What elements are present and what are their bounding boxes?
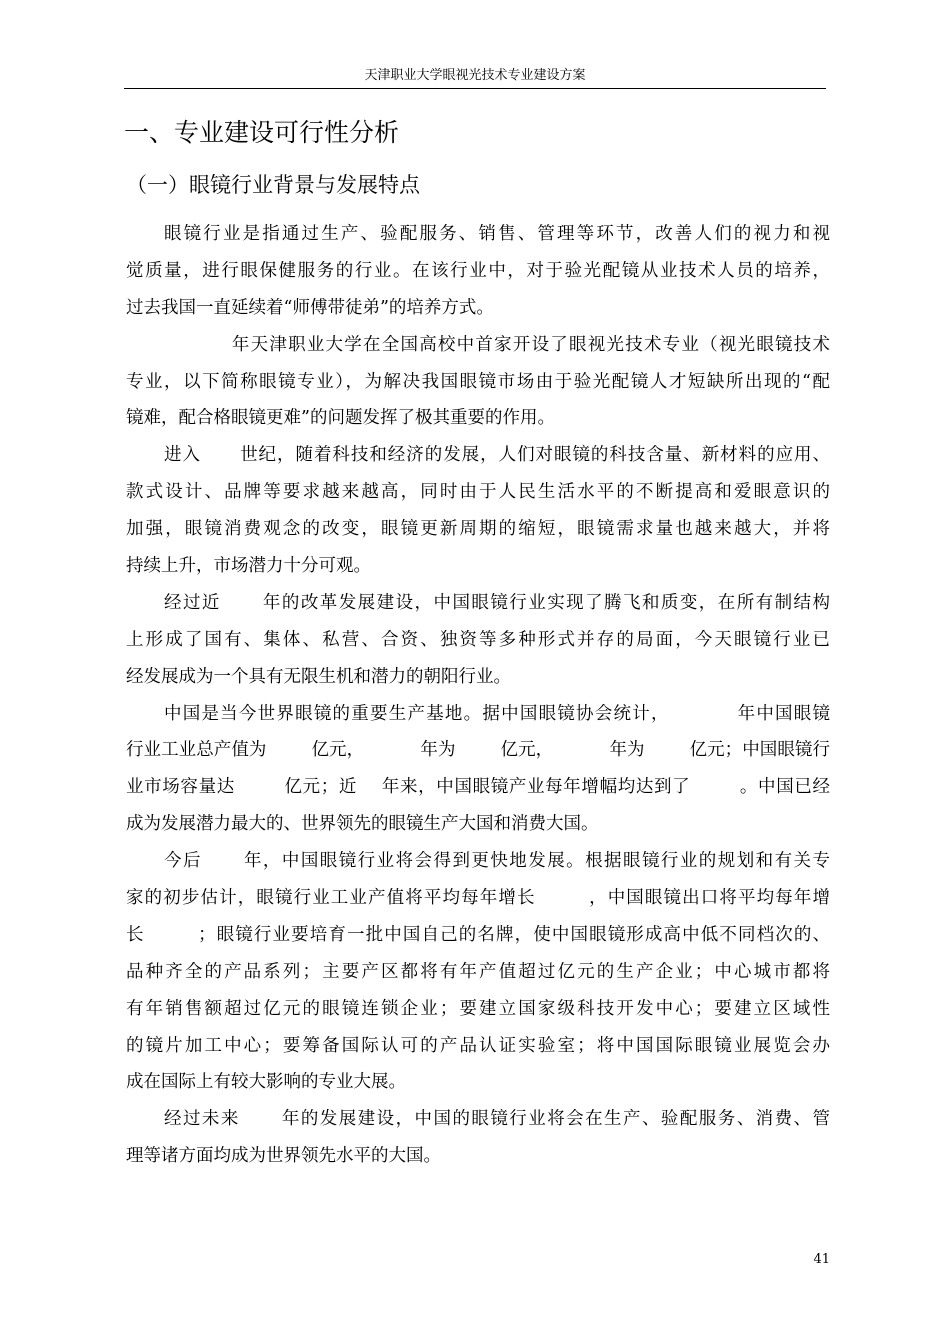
paragraph-line: 经过未来 年的发展建设，中国的眼镜行业将会在生产、验配服务、消费、管 [164,1109,830,1130]
page-number: 41 [813,1252,830,1267]
paragraph-line: 觉质量，进行眼保健服务的行业。在该行业中，对于验光配镜从业技术人员的培养， [126,260,830,281]
paragraph-line: 经过近 年的改革发展建设，中国眼镜行业实现了腾飞和质变，在所有制结构 [164,592,830,613]
paragraph [126,696,830,844]
paragraph [126,216,830,327]
paragraph-line: 成在国际上有较大影响的专业大展。 [126,1072,406,1093]
subsection-heading: （一）眼镜行业背景与发展特点 [126,173,420,197]
paragraph-line: 长 ；眼镜行业要培育一批中国自己的名牌，使中国眼镜形成高中低不同档次的、 [126,924,830,945]
paragraph [126,437,830,585]
paragraph-line: 持续上升，市场潜力十分可观。 [126,556,371,577]
paragraph-line: 上形成了国有、集体、私营、合资、独资等多种形式并存的局面，今天眼镜行业已 [126,629,830,650]
paragraph [126,327,830,438]
body-text [126,216,830,1175]
running-header-title: 天津职业大学眼视光技术专业建设方案 [364,68,586,83]
paragraph-line: 款式设计、品牌等要求越来越高，同时由于人民生活水平的不断提高和爱眼意识的 [126,482,830,503]
paragraph-line: 今后 年，中国眼镜行业将会得到更快地发展。根据眼镜行业的规划和有关专 [164,851,830,872]
paragraph-line: 眼镜行业是指通过生产、验配服务、销售、管理等环节，改善人们的视力和视 [164,224,830,244]
paragraph-line: 行业工业总产值为 亿元， 年为 亿元， 年为 亿元；中国眼镜行 [126,740,830,761]
paragraph-line: 过去我国一直延续着“师傅带徒弟”的培养方式。 [126,297,494,318]
paragraph-line: 家的初步估计，眼镜行业工业产值将平均每年增长 ，中国眼镜出口将平均每年增 [126,888,830,909]
paragraph [126,843,830,1101]
paragraph [126,585,830,696]
paragraph-line: 专业，以下简称眼镜专业），为解决我国眼镜市场由于验光配镜人才短缺所出现的“配 [126,371,830,392]
paragraph-line: 镜难，配合格眼镜更难”的问题发挥了极其重要的作用。 [126,408,555,429]
paragraph-line: 经发展成为一个具有无限生机和潜力的朝阳行业。 [126,666,511,687]
paragraph-line: 年天津职业大学在全国高校中首家开设了眼视光技术专业（视光眼镜技术 [164,334,830,355]
paragraph-line: 理等诸方面均成为世界领先水平的大国。 [126,1146,441,1167]
paragraph-line: 有年销售额超过亿元的眼镜连锁企业；要建立国家级科技开发中心；要建立区域性 [126,998,830,1019]
running-header [124,66,826,89]
paragraph-line: 中国是当今世界眼镜的重要生产基地。据中国眼镜协会统计， 年中国眼镜 [164,703,830,724]
paragraph-line: 进入 世纪，随着科技和经济的发展，人们对眼镜的科技含量、新材料的应用、 [164,445,830,466]
paragraph-line: 加强，眼镜消费观念的改变，眼镜更新周期的缩短，眼镜需求量也越来越大，并将 [126,519,830,540]
section-heading: 一、专业建设可行性分析 [124,118,400,147]
paragraph-line: 成为发展潜力最大的、世界领先的眼镜生产大国和消费大国。 [126,814,599,835]
paragraph-line: 业市场容量达 亿元；近 年来，中国眼镜产业每年增幅均达到了 。中国已经 [126,777,830,798]
paragraph-line: 的镜片加工中心；要筹备国际认可的产品认证实验室；将中国国际眼镜业展览会办 [126,1035,830,1056]
paragraph-line: 品种齐全的产品系列；主要产区都将有年产值超过亿元的生产企业；中心城市都将 [126,961,830,982]
paragraph [126,1101,830,1175]
